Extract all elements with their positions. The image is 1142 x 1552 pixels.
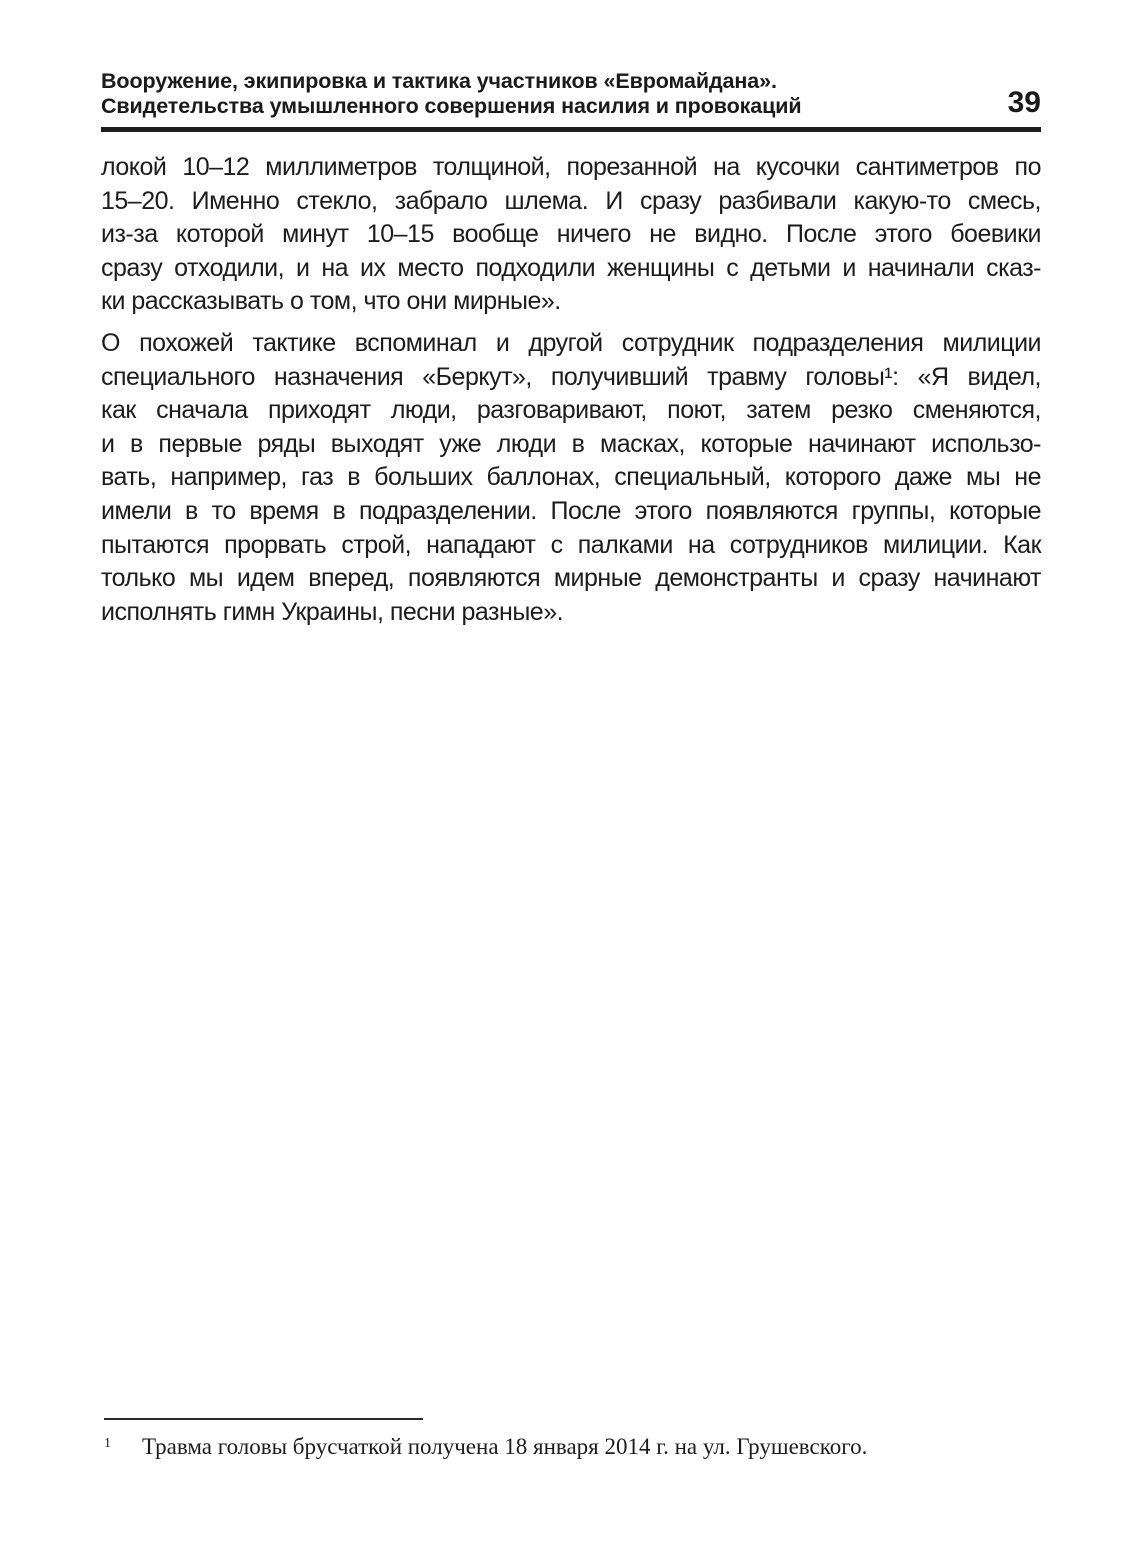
text-line: как сначала приходят люди, разговаривают, поют, затем резко сменяются, <box>101 396 1041 425</box>
text-line: из-за которой минут 10–15 вообще ничего не видно. После этого боевики <box>101 220 1041 249</box>
page-number: 39 <box>1007 86 1041 119</box>
text-line: ки рассказывать о том, что они мирные». <box>101 287 561 316</box>
text-line: специального назначения «Беркут», получивший травму головы¹: «Я видел, <box>101 362 1041 391</box>
footnote-marker: 1 <box>104 1436 111 1451</box>
text-line: имели в то время в подразделении. После этого появляются группы, которые <box>101 496 1041 525</box>
text-line: исполнять гимн Украины, песни разные». <box>101 597 564 626</box>
text-line: локой 10–12 миллиметров толщиной, порезанной на кусочки сантиметров по <box>101 153 1041 181</box>
header-title-line-2: Свидетельства умышленного совершения насилия и провокаций <box>101 94 802 118</box>
text-line: вать, например, газ в больших баллонах, специальный, которого даже мы не <box>101 463 1041 492</box>
text-line: только мы идем вперед, появляются мирные демонстранты и сразу начинают <box>101 564 1041 593</box>
page-header <box>101 69 921 119</box>
paragraph-2 <box>101 327 1041 629</box>
text-line: и в первые ряды выходят уже люди в масках, которые начинают использо- <box>101 429 1041 458</box>
header-rule <box>101 127 1041 132</box>
text-line: сразу отходили, и на их место подходили женщины с детьми и начинали сказ- <box>101 253 1041 282</box>
footnote-text: Травма головы брусчаткой получена 18 января 2014 г. на ул. Грушевского. <box>142 1434 868 1459</box>
text-line: пытаются прорвать строй, нападают с палками на сотрудников милиции. Как <box>101 530 1041 559</box>
footnote <box>101 1430 1042 1461</box>
body-text <box>101 151 1041 637</box>
text-line: 15–20. Именно стекло, забрало шлема. И сразу разбивали какую-то смесь, <box>101 186 1041 215</box>
paragraph-1 <box>101 151 1041 319</box>
header-title-line-1: Вооружение, экипировка и тактика участников «Евромайдана». <box>101 69 777 93</box>
footnote-separator-rule <box>104 1418 423 1420</box>
text-line: О похожей тактике вспоминал и другой сотрудник подразделения милиции <box>101 328 1041 357</box>
